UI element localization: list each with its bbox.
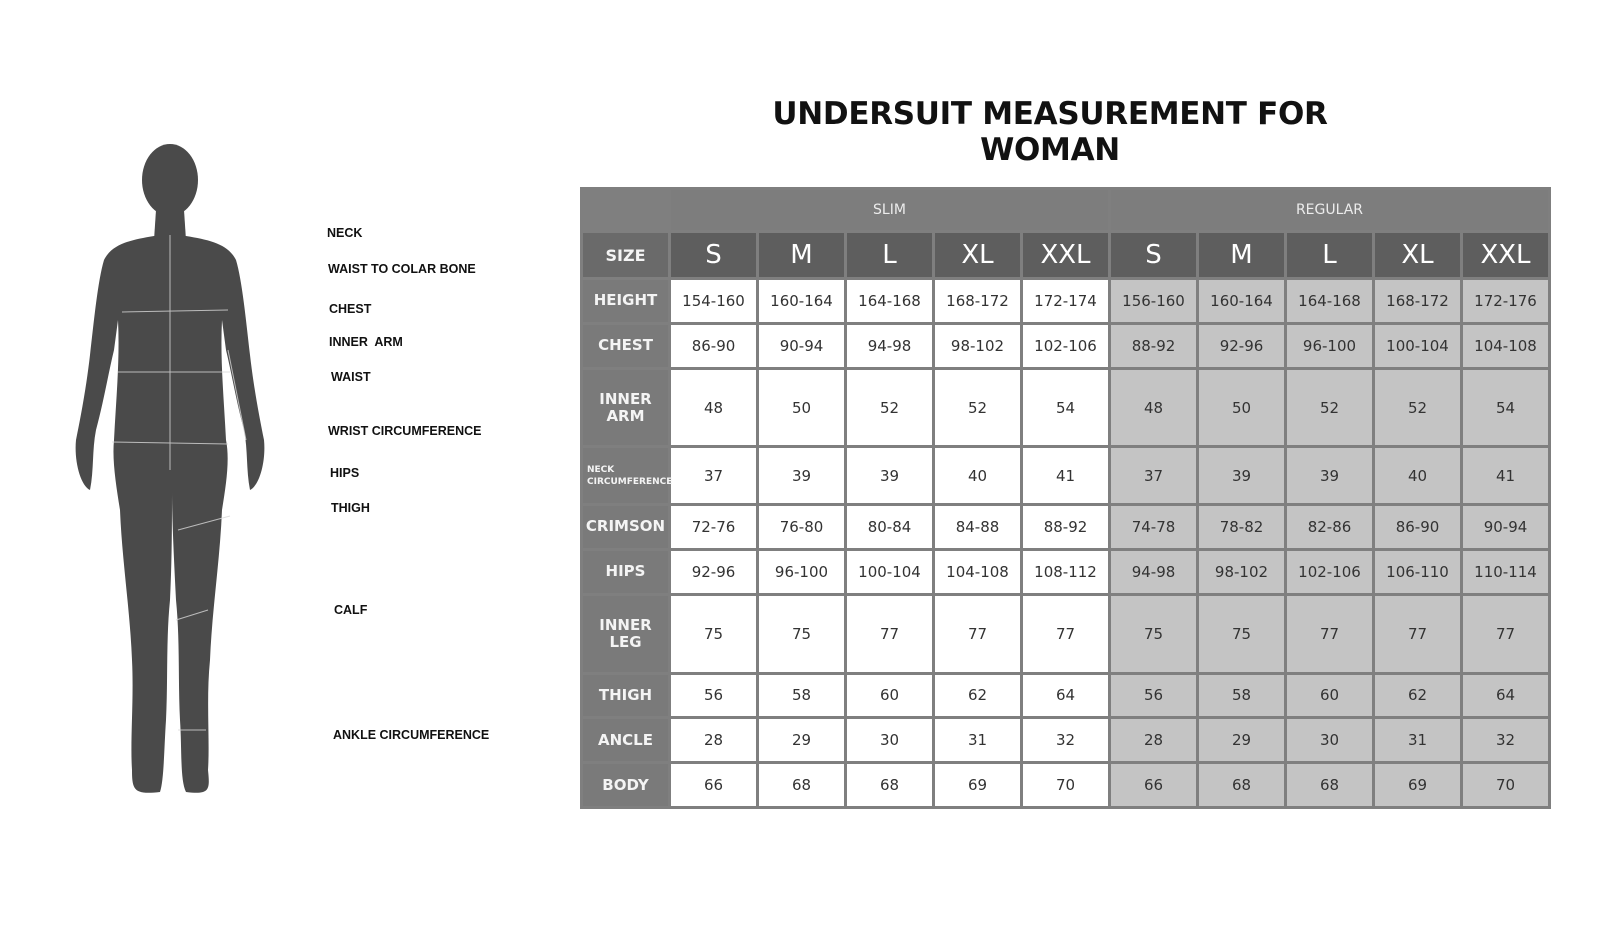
table-cell: 60 — [1286, 673, 1374, 718]
table-cell: 77 — [1286, 594, 1374, 673]
table-cell: 80-84 — [846, 505, 934, 550]
table-cell: 78-82 — [1198, 505, 1286, 550]
table-cell: 86-90 — [670, 323, 758, 368]
table-cell: 154-160 — [670, 279, 758, 324]
table-cell: 28 — [670, 718, 758, 763]
table-cell: 82-86 — [1286, 505, 1374, 550]
size-regular-xxl: XXL — [1462, 232, 1550, 279]
table-cell: 92-96 — [670, 549, 758, 594]
table-cell: 62 — [934, 673, 1022, 718]
table-cell: 39 — [758, 447, 846, 505]
table-cell: 98-102 — [1198, 549, 1286, 594]
corner-cell — [582, 189, 670, 232]
table-cell: 75 — [1198, 594, 1286, 673]
table-cell: 172-174 — [1022, 279, 1110, 324]
table-cell: 39 — [846, 447, 934, 505]
label-waist: WAIST — [331, 370, 371, 384]
table-cell: 90-94 — [758, 323, 846, 368]
table-cell: 58 — [758, 673, 846, 718]
table-cell: 66 — [1110, 763, 1198, 808]
table-cell: 37 — [670, 447, 758, 505]
table-cell: 108-112 — [1022, 549, 1110, 594]
label-calf: CALF — [334, 603, 368, 617]
table-row — [582, 447, 1550, 505]
table-cell: 68 — [1286, 763, 1374, 808]
table-cell: 74-78 — [1110, 505, 1198, 550]
table-cell: 77 — [1374, 594, 1462, 673]
table-row — [582, 549, 1550, 594]
table-cell: 54 — [1022, 368, 1110, 447]
table-cell: 104-108 — [1462, 323, 1550, 368]
table-cell: 50 — [758, 368, 846, 447]
table-cell: 69 — [1374, 763, 1462, 808]
table-cell: 94-98 — [1110, 549, 1198, 594]
row-header: NECK CIRCUMFERENCE — [582, 447, 670, 505]
row-header: HEIGHT — [582, 279, 670, 324]
table-cell: 100-104 — [1374, 323, 1462, 368]
table-cell: 75 — [670, 594, 758, 673]
table-cell: 50 — [1198, 368, 1286, 447]
table-cell: 54 — [1462, 368, 1550, 447]
table-cell: 160-164 — [758, 279, 846, 324]
table-cell: 69 — [934, 763, 1022, 808]
group-header-row — [582, 189, 1550, 232]
table-cell: 28 — [1110, 718, 1198, 763]
table-row — [582, 368, 1550, 447]
table-row — [582, 673, 1550, 718]
size-slim-l: L — [846, 232, 934, 279]
label-waist-to-colar-bone: WAIST TO COLAR BONE — [328, 262, 476, 276]
table-cell: 30 — [1286, 718, 1374, 763]
label-thigh: THIGH — [331, 501, 370, 515]
row-header: BODY — [582, 763, 670, 808]
table-cell: 164-168 — [846, 279, 934, 324]
table-row — [582, 279, 1550, 324]
table-cell: 77 — [846, 594, 934, 673]
table-cell: 52 — [1374, 368, 1462, 447]
table-cell: 31 — [934, 718, 1022, 763]
table-cell: 68 — [758, 763, 846, 808]
table-cell: 168-172 — [1374, 279, 1462, 324]
label-wrist-circumference: WRIST CIRCUMFERENCE — [328, 424, 482, 438]
size-header-row — [582, 232, 1550, 279]
table-cell: 62 — [1374, 673, 1462, 718]
table-cell: 32 — [1462, 718, 1550, 763]
row-header: ANCLE — [582, 718, 670, 763]
table-cell: 68 — [1198, 763, 1286, 808]
size-slim-xxl: XXL — [1022, 232, 1110, 279]
table-cell: 52 — [934, 368, 1022, 447]
table-cell: 39 — [1198, 447, 1286, 505]
table-cell: 52 — [846, 368, 934, 447]
table-cell: 64 — [1462, 673, 1550, 718]
size-slim-xl: XL — [934, 232, 1022, 279]
table-row — [582, 763, 1550, 808]
woman-silhouette-figure — [60, 140, 280, 810]
table-cell: 29 — [1198, 718, 1286, 763]
table-row — [582, 594, 1550, 673]
table-cell: 94-98 — [846, 323, 934, 368]
table-cell: 30 — [846, 718, 934, 763]
table-cell: 86-90 — [1374, 505, 1462, 550]
table-cell: 68 — [846, 763, 934, 808]
table-cell: 41 — [1462, 447, 1550, 505]
table-cell: 58 — [1198, 673, 1286, 718]
row-header: HIPS — [582, 549, 670, 594]
group-header-slim: SLIM — [670, 189, 1110, 232]
table-row — [582, 323, 1550, 368]
table-cell: 76-80 — [758, 505, 846, 550]
table-cell: 75 — [1110, 594, 1198, 673]
table-cell: 77 — [1462, 594, 1550, 673]
table-cell: 31 — [1374, 718, 1462, 763]
table-cell: 41 — [1022, 447, 1110, 505]
table-cell: 102-106 — [1286, 549, 1374, 594]
table-cell: 90-94 — [1462, 505, 1550, 550]
row-header: CHEST — [582, 323, 670, 368]
table-row — [582, 505, 1550, 550]
table-cell: 70 — [1462, 763, 1550, 808]
table-cell: 96-100 — [758, 549, 846, 594]
table-cell: 48 — [1110, 368, 1198, 447]
table-cell: 92-96 — [1198, 323, 1286, 368]
table-cell: 77 — [934, 594, 1022, 673]
table-cell: 102-106 — [1022, 323, 1110, 368]
table-cell: 172-176 — [1462, 279, 1550, 324]
table-cell: 164-168 — [1286, 279, 1374, 324]
table-cell: 40 — [1374, 447, 1462, 505]
table-cell: 100-104 — [846, 549, 934, 594]
table-cell: 88-92 — [1110, 323, 1198, 368]
row-header: INNER LEG — [582, 594, 670, 673]
table-cell: 156-160 — [1110, 279, 1198, 324]
table-cell: 77 — [1022, 594, 1110, 673]
table-cell: 56 — [1110, 673, 1198, 718]
size-regular-l: L — [1286, 232, 1374, 279]
table-cell: 106-110 — [1374, 549, 1462, 594]
table-cell: 56 — [670, 673, 758, 718]
table-cell: 64 — [1022, 673, 1110, 718]
table-cell: 168-172 — [934, 279, 1022, 324]
size-regular-xl: XL — [1374, 232, 1462, 279]
table-cell: 96-100 — [1286, 323, 1374, 368]
row-header: CRIMSON — [582, 505, 670, 550]
table-cell: 66 — [670, 763, 758, 808]
label-inner-arm: INNER ARM — [329, 335, 403, 349]
table-cell: 110-114 — [1462, 549, 1550, 594]
table-cell: 48 — [670, 368, 758, 447]
row-header: THIGH — [582, 673, 670, 718]
page-title: UNDERSUIT MEASUREMENT FOR WOMAN — [772, 96, 1328, 168]
label-ankle-circumference: ANKLE CIRCUMFERENCE — [333, 728, 490, 742]
table-cell: 40 — [934, 447, 1022, 505]
table-cell: 84-88 — [934, 505, 1022, 550]
size-slim-m: M — [758, 232, 846, 279]
table-cell: 32 — [1022, 718, 1110, 763]
label-hips: HIPS — [330, 466, 360, 480]
size-regular-m: M — [1198, 232, 1286, 279]
size-regular-s: S — [1110, 232, 1198, 279]
table-cell: 52 — [1286, 368, 1374, 447]
table-cell: 72-76 — [670, 505, 758, 550]
group-header-regular: REGULAR — [1110, 189, 1550, 232]
label-chest: CHEST — [329, 302, 372, 316]
table-cell: 37 — [1110, 447, 1198, 505]
row-header: INNER ARM — [582, 368, 670, 447]
table-cell: 98-102 — [934, 323, 1022, 368]
table-cell: 29 — [758, 718, 846, 763]
table-cell: 70 — [1022, 763, 1110, 808]
size-slim-s: S — [670, 232, 758, 279]
table-cell: 104-108 — [934, 549, 1022, 594]
table-cell: 75 — [758, 594, 846, 673]
table-cell: 88-92 — [1022, 505, 1110, 550]
table-cell: 160-164 — [1198, 279, 1286, 324]
table-cell: 60 — [846, 673, 934, 718]
size-chart-table — [580, 187, 1551, 809]
table-cell: 39 — [1286, 447, 1374, 505]
size-header-label: SIZE — [582, 232, 670, 279]
table-row — [582, 718, 1550, 763]
label-neck: NECK — [327, 226, 363, 240]
